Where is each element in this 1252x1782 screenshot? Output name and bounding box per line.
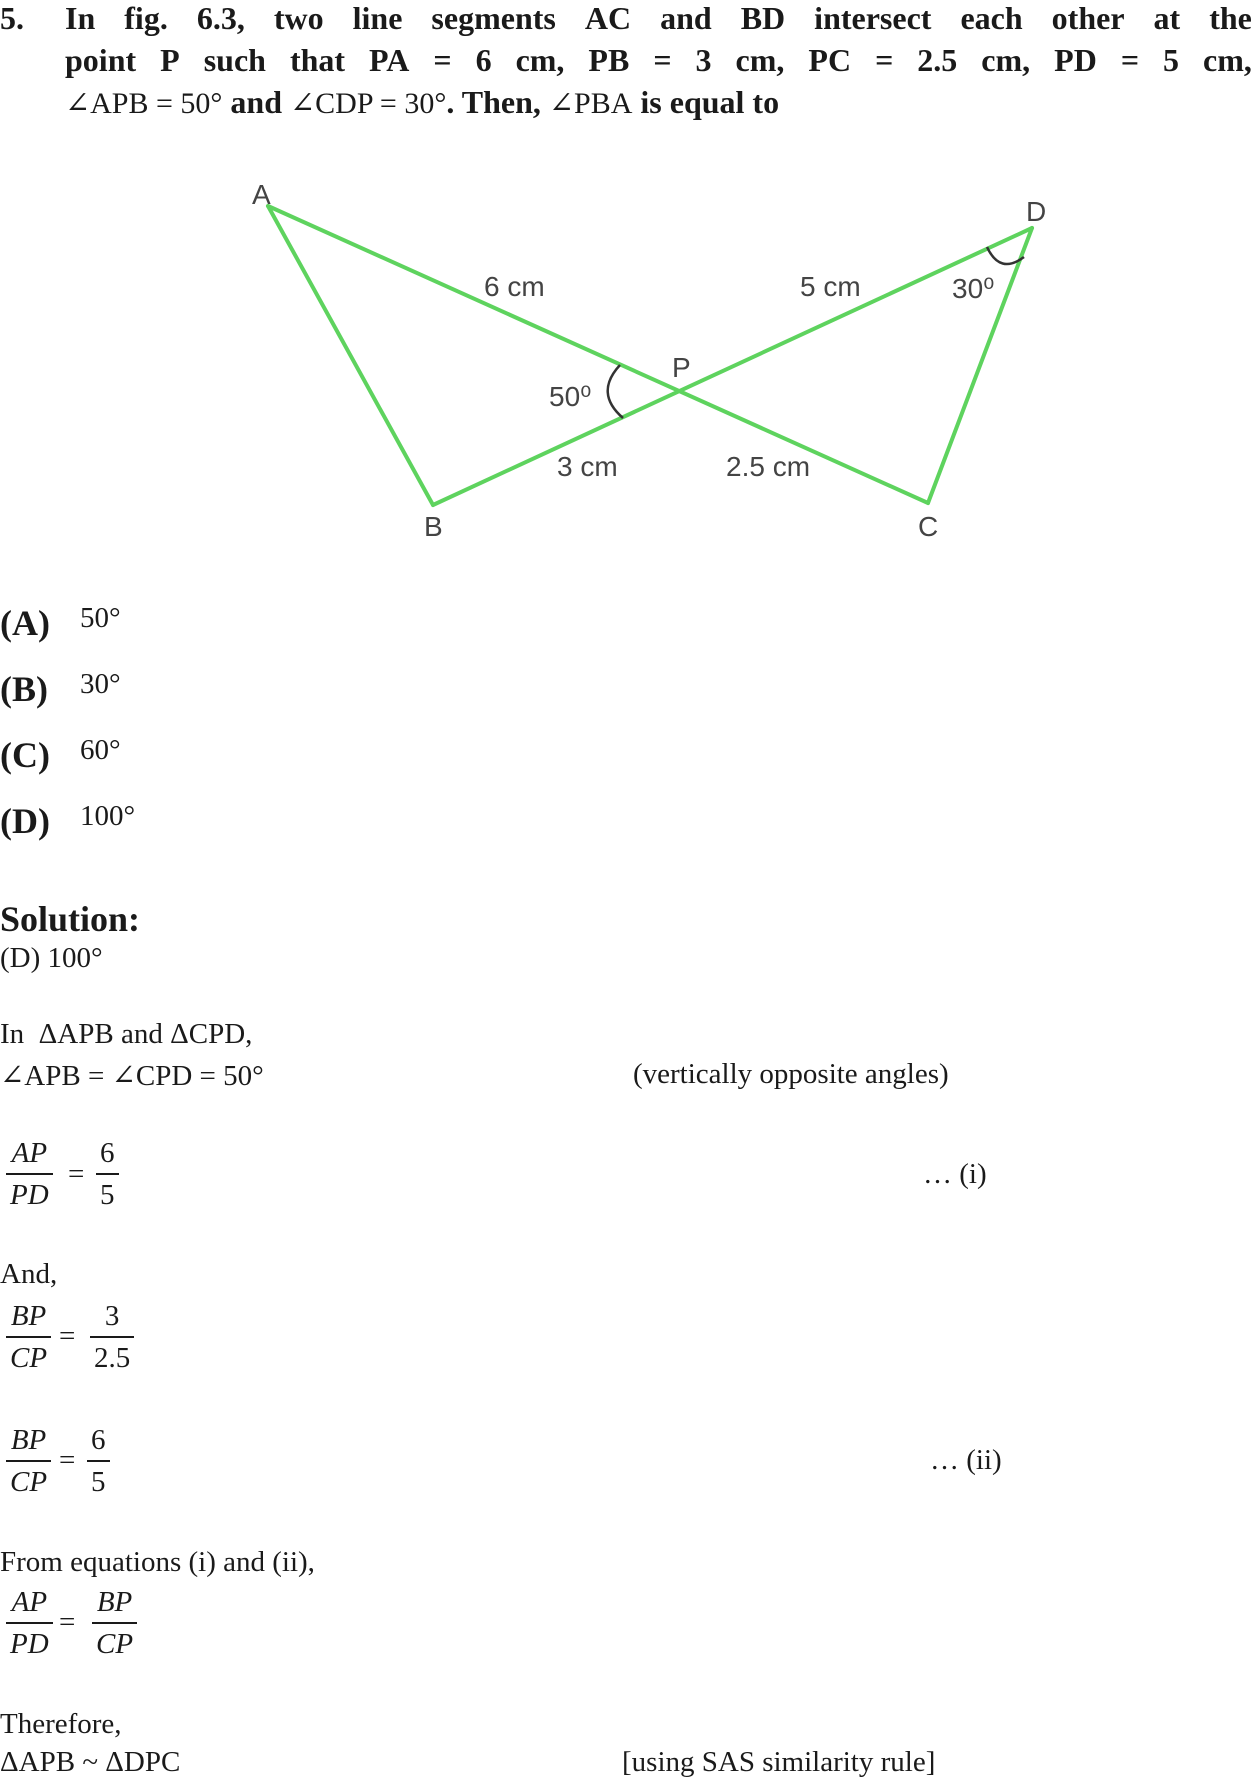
question-word: cm,: [1203, 42, 1252, 78]
question-word: PD: [1054, 42, 1097, 78]
fraction-bp-cp: [92, 1582, 137, 1664]
option-c-letter: (C): [0, 735, 50, 775]
option-b-value: 30°: [80, 668, 121, 700]
reason-vertically-opposite: (vertically opposite angles): [633, 1058, 949, 1090]
question-word: PC: [808, 42, 852, 78]
equation-tag-ii: … (ii): [930, 1444, 1002, 1476]
question-word: BD: [740, 0, 786, 36]
option-a-value: 50°: [80, 602, 121, 634]
solution-similar-triangles: ΔAPB ~ ΔDPC: [0, 1746, 181, 1778]
fraction-3-2-5: [90, 1296, 134, 1378]
option-d-value: 100°: [80, 800, 136, 832]
point-d-label: D: [1026, 196, 1047, 227]
question-word: 3: [695, 42, 712, 78]
fraction-numerator: AP: [11, 1586, 48, 1618]
label-pc-length: 2.5 cm: [726, 451, 811, 482]
solution-therefore: Therefore,: [0, 1708, 122, 1740]
question-word: cm,: [735, 42, 785, 78]
question-word: and: [660, 0, 712, 36]
fraction-denominator: 5: [100, 1179, 115, 1211]
question-and: and: [222, 84, 291, 120]
label-pd-length: 5 cm: [800, 271, 861, 302]
question-word: =: [1120, 42, 1140, 78]
question-word: 6.3,: [196, 0, 245, 36]
equals-sign: =: [68, 1158, 85, 1190]
angle-pba-asked: ∠PBA: [548, 87, 633, 120]
fraction-6-5: [87, 1420, 110, 1502]
question-then: . Then,: [446, 84, 549, 120]
solution-heading: Solution:: [0, 899, 141, 939]
question-word: cm,: [981, 42, 1031, 78]
solution-triangles: In ΔAPB and ΔCPD,: [0, 1018, 253, 1050]
figure-lines: [268, 206, 1032, 505]
question-word: point: [65, 42, 137, 78]
question-word: at: [1153, 0, 1181, 36]
option-b-letter: (B): [0, 669, 48, 709]
option-c-value: 60°: [80, 734, 121, 766]
question-word: P: [160, 42, 180, 78]
question-word: intersect: [814, 0, 932, 36]
angle-arc-p: [608, 365, 623, 418]
equation-tag-i: … (i): [923, 1158, 987, 1190]
fraction-denominator: 2.5: [94, 1342, 131, 1374]
question-word: each: [960, 0, 1023, 36]
question-word: line: [352, 0, 403, 36]
point-b-label: B: [424, 511, 443, 542]
fraction-denominator: CP: [10, 1466, 48, 1498]
fraction-numerator: AP: [11, 1137, 48, 1169]
fraction-ap-pd: [6, 1133, 53, 1215]
question-word: two: [273, 0, 324, 36]
question-word: =: [433, 42, 452, 78]
question-word: segments: [431, 0, 556, 36]
question-word: 6: [475, 42, 492, 78]
question-word: AC: [584, 0, 632, 36]
fraction-6-5: [96, 1133, 119, 1215]
question-word: =: [875, 42, 894, 78]
question-word: such: [203, 42, 266, 78]
question-word: that: [289, 42, 346, 78]
fraction-denominator: CP: [96, 1628, 134, 1660]
equals-sign: =: [59, 1320, 76, 1352]
solution-from-equations: From equations (i) and (ii),: [0, 1546, 315, 1578]
label-pa-length: 6 cm: [484, 271, 545, 302]
question-word: fig.: [124, 0, 168, 36]
fraction-numerator: 6: [100, 1137, 115, 1169]
question-end: is equal to: [632, 84, 780, 120]
equals-sign: =: [59, 1606, 76, 1638]
question-word: PA: [369, 42, 410, 78]
question-word: In: [65, 0, 96, 36]
solution-and: And,: [0, 1258, 58, 1290]
segment-ab: [268, 206, 433, 505]
fraction-numerator: 3: [104, 1300, 120, 1332]
question-word: 2.5: [917, 42, 958, 78]
option-d-letter: (D): [0, 801, 50, 841]
solution-angle-equal: ∠APB = ∠CPD = 50°: [0, 1060, 264, 1092]
fraction-ap-pd: [6, 1582, 53, 1664]
label-angle-d: 30⁰: [952, 273, 995, 304]
solution-answer: (D) 100°: [0, 942, 103, 974]
option-a-letter: (A): [0, 603, 50, 643]
angle-arc-d: [987, 247, 1024, 264]
question-word: cm,: [515, 42, 565, 78]
label-pb-length: 3 cm: [557, 451, 618, 482]
question-word: =: [653, 42, 672, 78]
fraction-bp-cp: [6, 1296, 51, 1378]
question-number: 5.: [0, 0, 24, 36]
point-c-label: C: [918, 511, 939, 542]
question-word: other: [1051, 0, 1125, 36]
question-word: PB: [588, 42, 630, 78]
fraction-denominator: PD: [10, 1628, 49, 1660]
question-word: 5: [1163, 42, 1180, 78]
reason-sas-similarity: [using SAS similarity rule]: [622, 1746, 936, 1778]
angle-apb-given: ∠APB = 50°: [65, 87, 223, 120]
label-angle-p: 50⁰: [549, 381, 592, 412]
fraction-numerator: BP: [10, 1424, 47, 1456]
point-a-label: A: [252, 179, 271, 210]
fraction-bp-cp: [6, 1420, 51, 1502]
fraction-numerator: 6: [91, 1424, 106, 1456]
fraction-denominator: 5: [91, 1466, 106, 1498]
angle-cdp-given: ∠CDP = 30°: [290, 87, 447, 120]
figure-6-3: [0, 0, 1252, 560]
question-word: the: [1209, 0, 1252, 36]
fraction-numerator: BP: [96, 1586, 133, 1618]
equals-sign: =: [59, 1444, 76, 1476]
fraction-denominator: CP: [10, 1342, 48, 1374]
point-p-label: P: [672, 352, 691, 383]
fraction-denominator: PD: [10, 1179, 49, 1211]
fraction-numerator: BP: [10, 1300, 47, 1332]
